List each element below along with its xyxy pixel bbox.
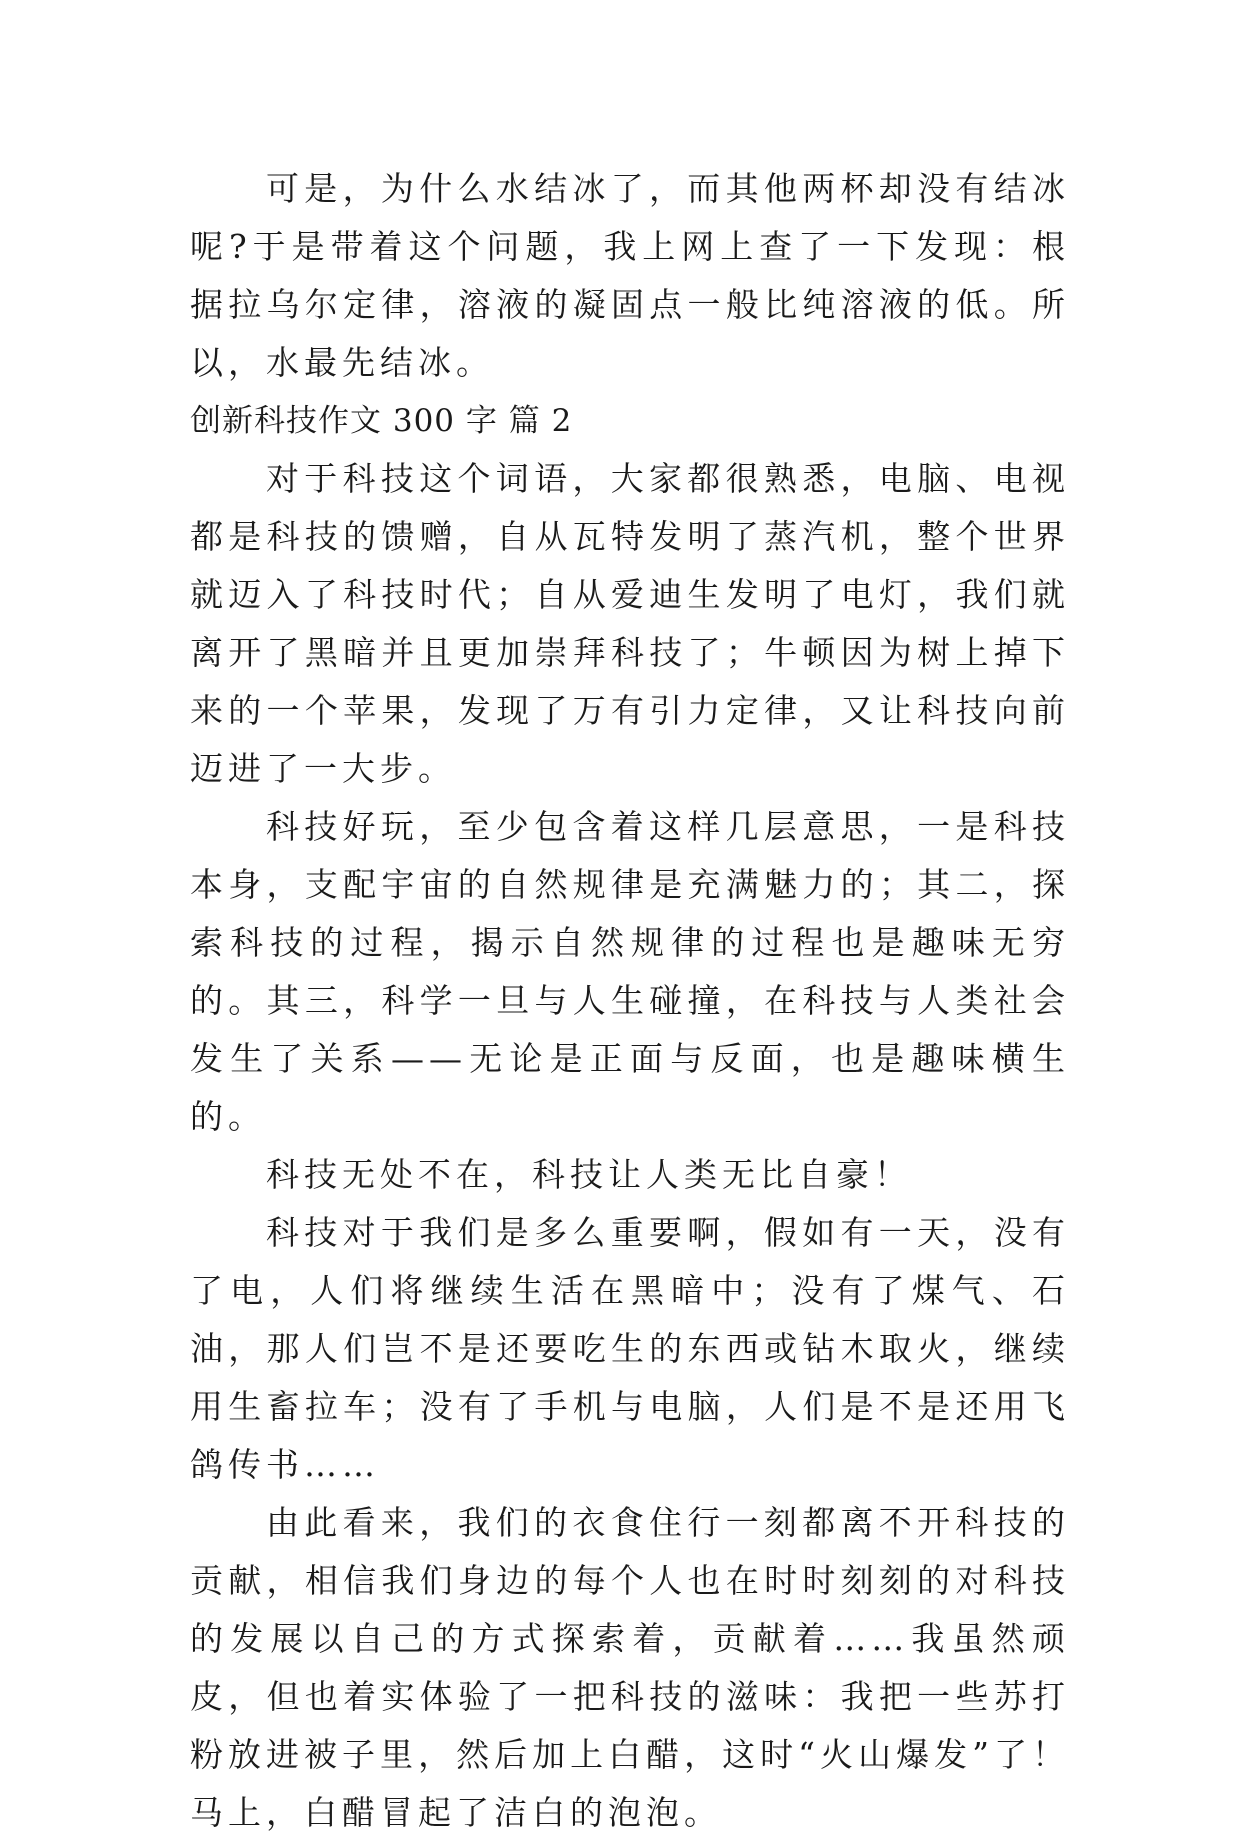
paragraph-tech-importance: 科技对于我们是多么重要啊，假如有一天，没有了电，人们将继续生活在黑暗中；没有了煤气、石油，那人们岂不是还要吃生的东西或钻木取火，继续用生畜拉车；没有了手机与电脑，人们是不是还用飞鸽传书…… — [190, 1213, 1070, 1484]
paragraph-ice-explanation: 可是，为什么水结冰了，而其他两杯却没有结冰呢?于是带着这个问题，我上网上查了一下发现：根据拉乌尔定律，溶液的凝固点一般比纯溶液的低。所以，水最先结冰。 — [190, 169, 1070, 382]
section-heading: 创新科技作文 300 字 篇 2 — [190, 403, 573, 439]
paragraph-tech-experience: 由此看来，我们的衣食住行一刻都离不开科技的贡献，相信我们身边的每个人也在时时刻刻的对科技的发展以自己的方式探索着，贡献着……我虽然顽皮，但也着实体验了一把科技的滋味：我把一些苏打粉放进被子里，然后加上白醋，这时“火山爆发”了！马上，白醋冒起了洁白的泡泡。 — [190, 1503, 1070, 1832]
paragraph-tech-intro: 对于科技这个词语，大家都很熟悉，电脑、电视都是科技的馈赠，自从瓦特发明了蒸汽机，整个世界就迈入了科技时代；自从爱迪生发明了电灯，我们就离开了黑暗并且更加崇拜科技了；牛顿因为树上掉下来的一个苹果，发现了万有引力定律，又让科技向前迈进了一大步。 — [190, 459, 1070, 788]
paragraph-tech-fun: 科技好玩，至少包含着这样几层意思，一是科技本身，支配宇宙的自然规律是充满魅力的；其二，探索科技的过程，揭示自然规律的过程也是趣味无穷的。其三，科学一旦与人生碰撞，在科技与人类社会发生了关系——无论是正面与反面，也是趣味横生的。 — [190, 807, 1070, 1136]
paragraph-tech-everywhere: 科技无处不在，科技让人类无比自豪！ — [266, 1155, 912, 1194]
document-body — [190, 160, 1070, 1842]
